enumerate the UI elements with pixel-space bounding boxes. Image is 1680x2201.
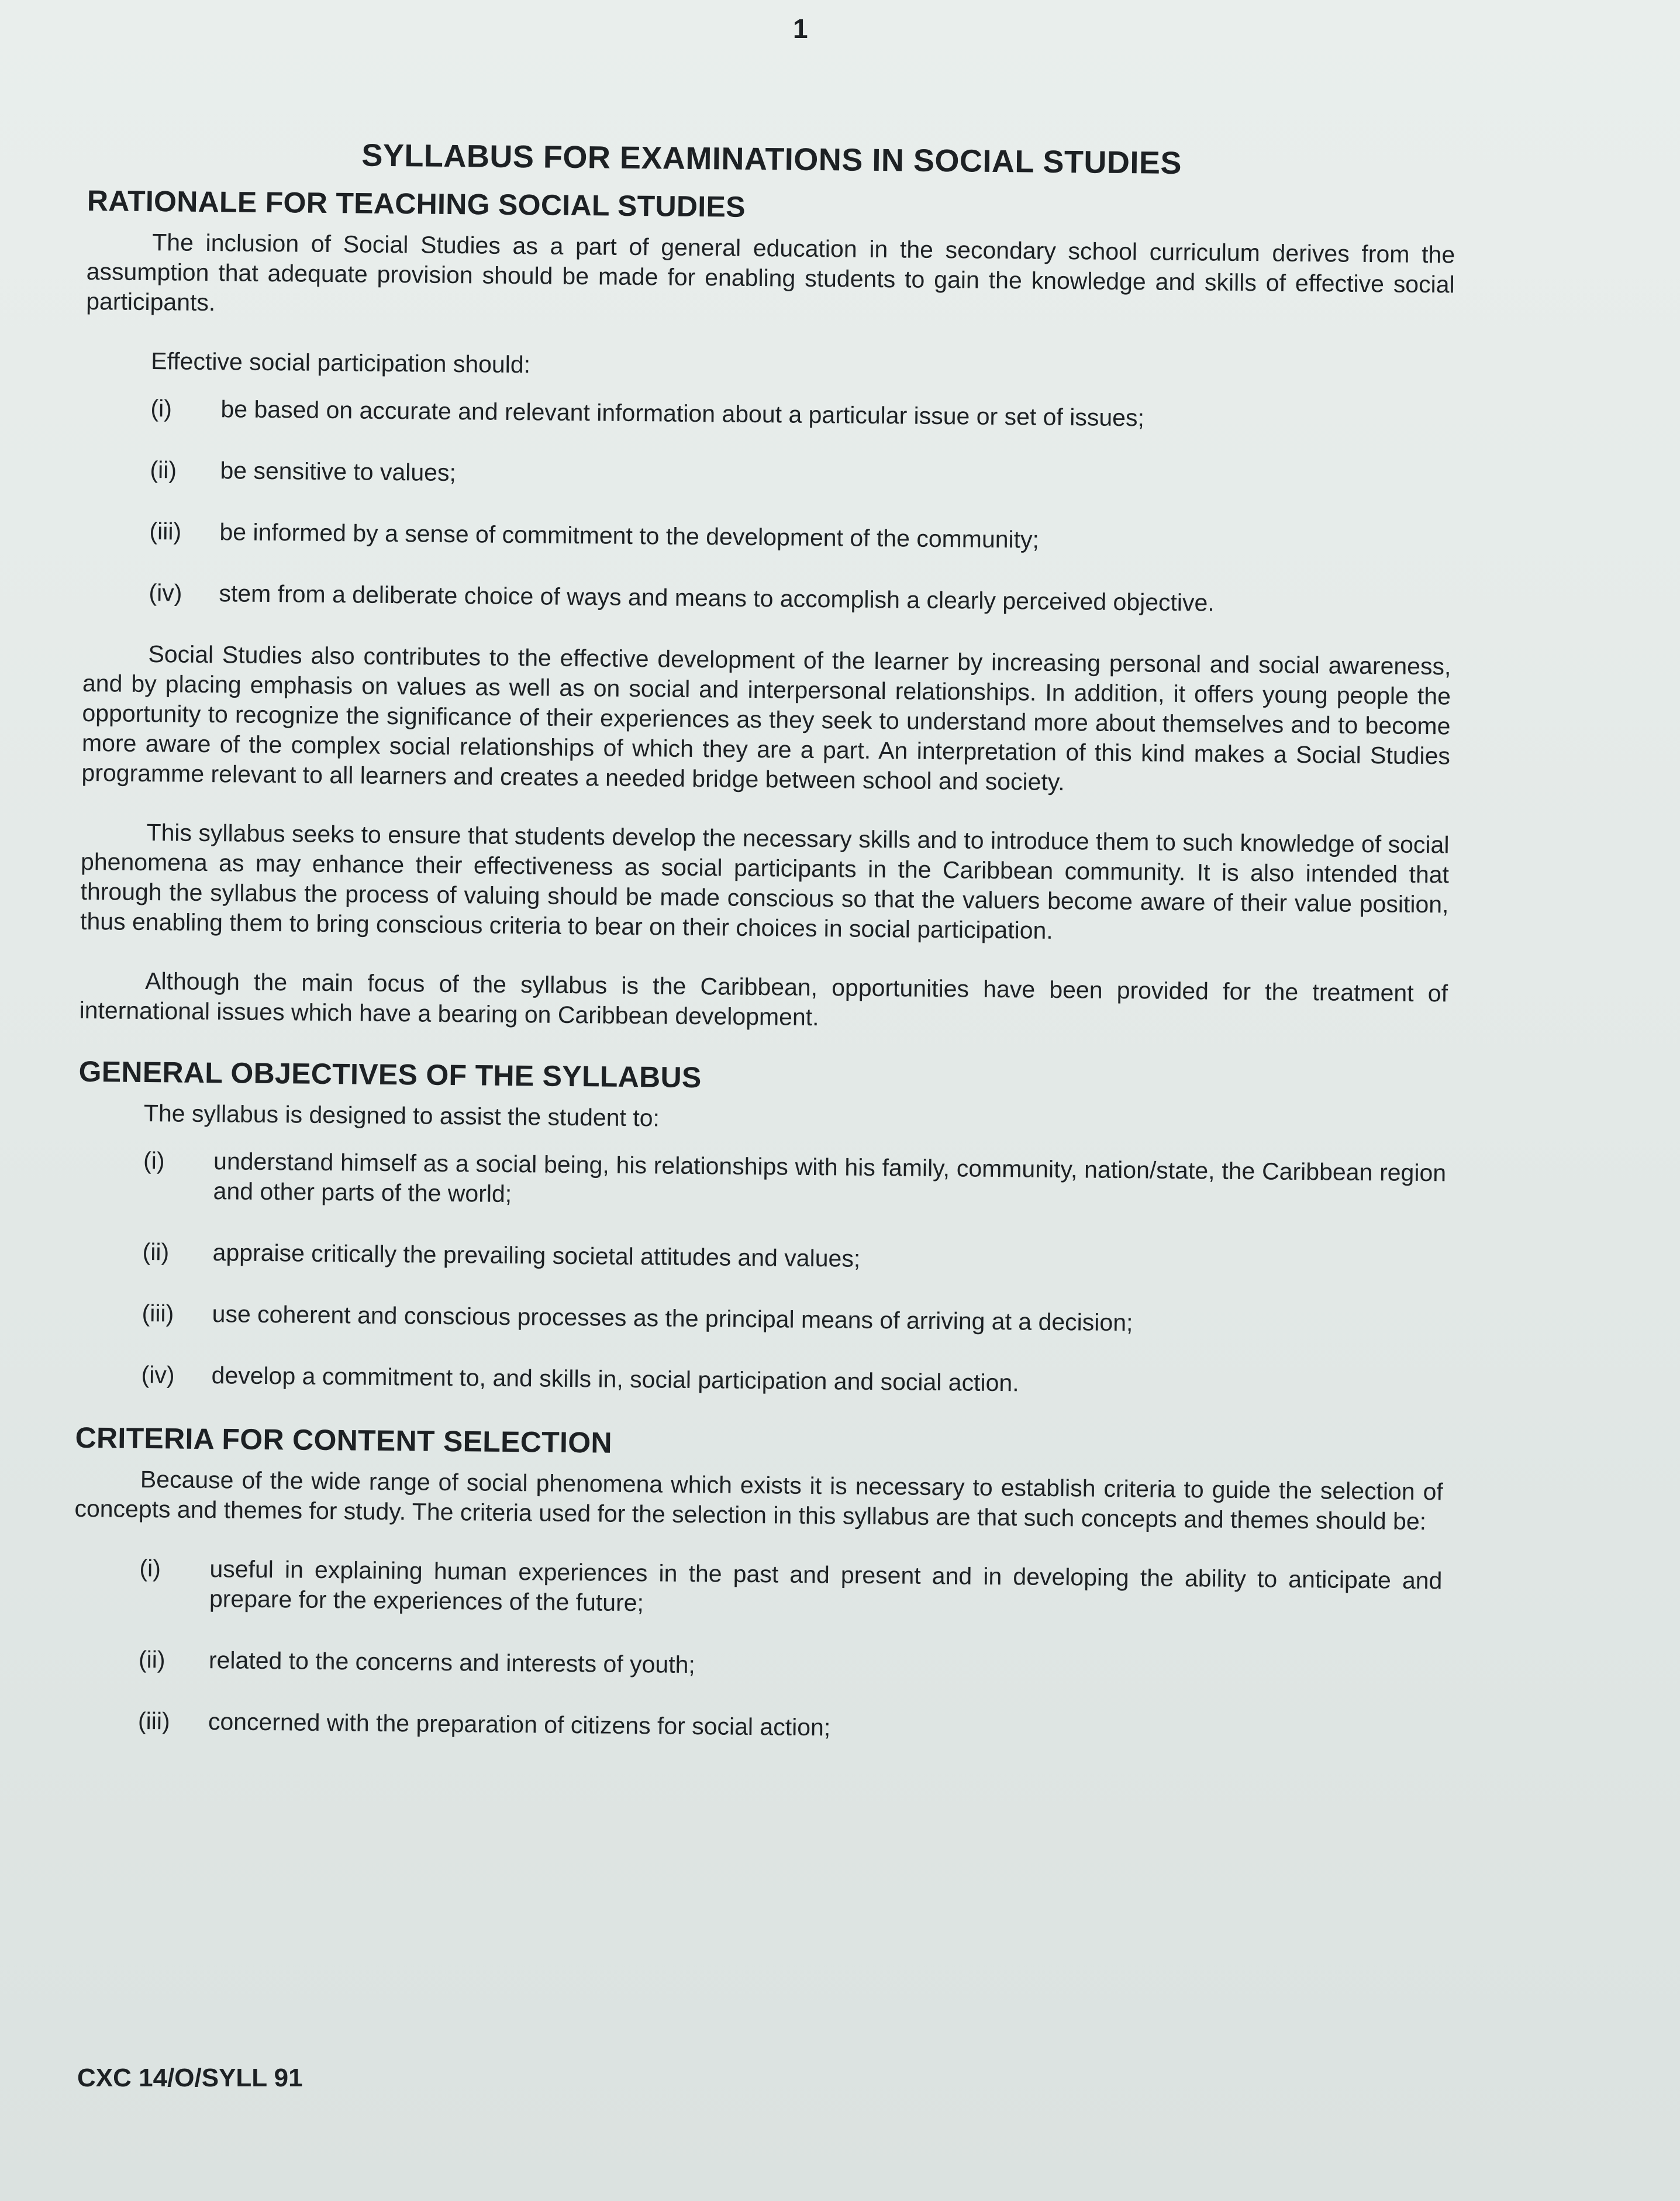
list-marker: (iii) xyxy=(149,518,182,545)
list-item xyxy=(77,1236,1445,1279)
list-marker: (ii) xyxy=(138,1645,165,1673)
list-marker: (iv) xyxy=(141,1360,175,1389)
list-marker: (i) xyxy=(150,395,173,422)
list-marker: (iii) xyxy=(142,1299,174,1327)
rationale-list xyxy=(83,393,1453,620)
list-text: useful in explaining human experiences in the past and present and in developing the ability to anticipate and prepare for the experiences of the future; xyxy=(209,1555,1443,1617)
document-title: SYLLABUS FOR EXAMINATIONS IN SOCIAL STUDIES xyxy=(361,137,1182,181)
list-item xyxy=(83,577,1451,620)
list-marker: (ii) xyxy=(150,456,177,484)
list-text: concerned with the preparation of citizens for social action; xyxy=(208,1708,831,1741)
rationale-paragraph-3: This syllabus seeks to ensure that students develop the necessary skills and to introduce them to such knowledge of social phenomena as may enhance their effectiveness as social participants in the Caribbean community. It is also intended that through the syllabus the process of valuing should be made conscious so that the valuers become aware of their value position, thus enabling them to bring conscious criteria to bear on their choices in social participation. xyxy=(80,819,1450,944)
rationale-lead: Effective social participation should: xyxy=(151,347,531,378)
list-text: appraise critically the prevailing societal attitudes and values; xyxy=(212,1239,861,1272)
list-text: be informed by a sense of commitment to the development of the community; xyxy=(219,518,1040,553)
list-item xyxy=(73,1644,1441,1687)
list-text: understand himself as a social being, his relationships with his family, community, nation/state, the Caribbean region and other parts of the world; xyxy=(213,1148,1447,1208)
list-marker: (ii) xyxy=(142,1238,170,1266)
page-number: 1 xyxy=(793,13,808,44)
rationale-paragraph-4: Although the main focus of the syllabus is the Caribbean, opportunities have been provided for the treatment of international issues which have a bearing on Caribbean development. xyxy=(79,967,1448,1031)
list-item xyxy=(74,1553,1443,1625)
list-item xyxy=(77,1145,1446,1218)
list-text: be sensitive to values; xyxy=(220,457,457,487)
list-text: related to the concerns and interests of youth; xyxy=(208,1647,696,1679)
list-marker: (iii) xyxy=(137,1707,170,1735)
list-item xyxy=(84,516,1452,559)
rationale-paragraph-2: Social Studies also contributes to the effective development of the learner by increasing personal and social awareness, and by placing emphasis on values as well as on social and interpersonal relationships. In addition, it offers young people the opportunity to recognize the significance of their experiences as they seek to understand more about themselves and to become more aware of the complex social relationships of which they are a part. An interpretation of this kind makes a Social Studies programme relevant to all learners and creates a needed bridge between school and society. xyxy=(81,640,1451,796)
objectives-heading: GENERAL OBJECTIVES OF THE SYLLABUS xyxy=(78,1055,702,1094)
list-text: stem from a deliberate choice of ways and means to accomplish a clearly perceived objective. xyxy=(219,580,1215,616)
criteria-list xyxy=(73,1553,1443,1748)
list-item xyxy=(84,454,1453,497)
list-marker: (i) xyxy=(143,1146,165,1174)
document-code-footer: CXC 14/O/SYLL 91 xyxy=(77,2064,303,2092)
list-text: develop a commitment to, and skills in, social participation and social action. xyxy=(211,1362,1019,1397)
page-content xyxy=(72,135,1456,1780)
list-item xyxy=(85,393,1453,436)
rationale-heading: RATIONALE FOR TEACHING SOCIAL STUDIES xyxy=(87,184,746,223)
list-item xyxy=(75,1359,1444,1402)
list-marker: (iv) xyxy=(149,579,182,607)
list-text: use coherent and conscious processes as the principal means of arriving at a decision; xyxy=(212,1300,1133,1337)
criteria-intro: Because of the wide range of social phenomena which exists it is necessary to establish criteria to guide the selection of concepts and themes for study. The criteria used for the selection in this syllabus are that such concepts and themes should be: xyxy=(74,1465,1444,1535)
objectives-list xyxy=(75,1145,1446,1402)
criteria-heading: CRITERIA FOR CONTENT SELECTION xyxy=(75,1421,613,1459)
list-item xyxy=(73,1706,1441,1748)
list-item xyxy=(76,1298,1444,1341)
objectives-lead: The syllabus is designed to assist the student to: xyxy=(143,1099,660,1132)
list-text: be based on accurate and relevant information about a particular issue or set of issues; xyxy=(220,395,1145,432)
list-marker: (i) xyxy=(139,1554,161,1582)
rationale-intro: The inclusion of Social Studies as a part of general education in the secondary school curriculum derives from the assumption that adequate provision should be made for enabling students to gain the knowledge and skills of effective social participants. xyxy=(86,229,1455,316)
